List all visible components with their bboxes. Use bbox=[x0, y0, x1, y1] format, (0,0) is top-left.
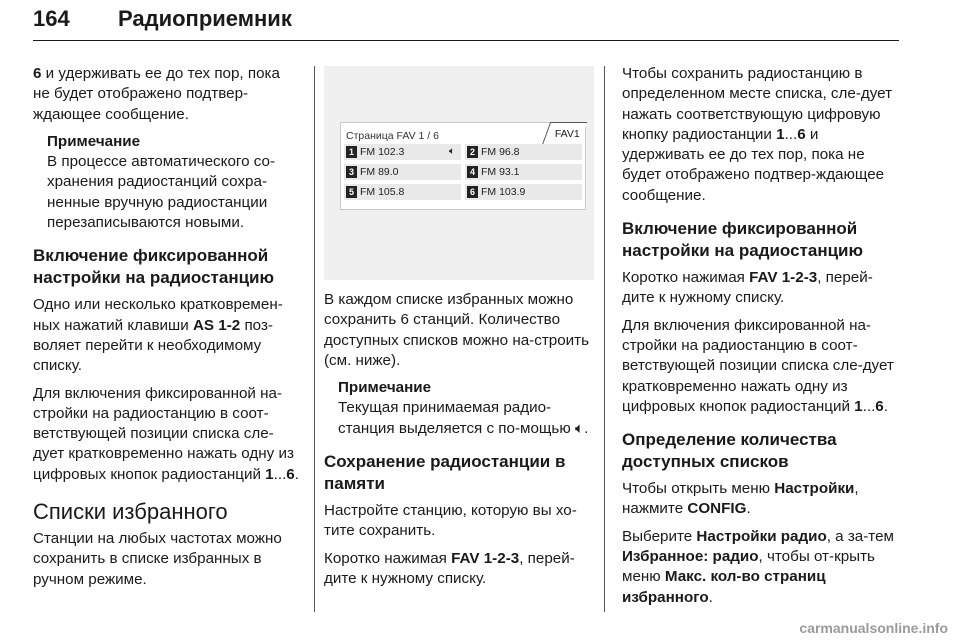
preset-number: 3 bbox=[346, 166, 357, 178]
preset-frequency: FM 93.1 bbox=[481, 166, 520, 178]
paragraph: Одно или несколько кратковремен-ных нажатий клавиши AS 1-2 поз-воляет перейти к необходимому списку. bbox=[33, 296, 283, 375]
preset-frequency: FM 102.3 bbox=[360, 146, 405, 158]
preset-number: 5 bbox=[346, 186, 357, 198]
paragraph: Коротко нажимая FAV 1-2-3, перей-дите к нужному списку. bbox=[622, 269, 873, 307]
note-title: Примечание bbox=[47, 132, 141, 150]
fav-tab: FAV1 bbox=[542, 122, 587, 145]
preset-button[interactable] bbox=[465, 164, 582, 180]
note-text: Текущая принимаемая радио-станция выделяется с по-мощью 🔈︎. bbox=[338, 399, 589, 437]
note-text: В процессе автоматического со-хранения радиостанций сохра-ненные вручную радиостанции перезаписываются новыми. bbox=[47, 153, 276, 232]
favourites-screen-figure bbox=[324, 66, 594, 280]
preset-number: 1 bbox=[346, 146, 357, 158]
footer-site-link[interactable]: carmanualsonline.info bbox=[799, 620, 948, 636]
preset-frequency: FM 89.0 bbox=[360, 166, 399, 178]
screen-title: Страница FAV 1 / 6 bbox=[346, 130, 439, 142]
section-heading: Сохранение радиостанции в памяти bbox=[324, 452, 566, 494]
paragraph: Выберите Настройки радио, а за-тем Избранное: радио, чтобы от-крыть меню Макс. кол-во страниц избранного. bbox=[622, 527, 894, 606]
paragraph: Чтобы открыть меню Настройки, нажмите CONFIG. bbox=[622, 480, 859, 518]
column-2 bbox=[324, 66, 596, 596]
paragraph: Настройте станцию, которую вы хо-тите сохранить. bbox=[324, 502, 577, 540]
column-divider-1 bbox=[314, 66, 315, 612]
section-heading: Определение количества доступных списков bbox=[622, 430, 837, 472]
paragraph: В каждом списке избранных можно сохранить 6 станций. Количество доступных списков можно на-строить (см. ниже). bbox=[324, 291, 590, 369]
page-number: 164 bbox=[33, 6, 70, 31]
header-rule bbox=[33, 40, 899, 41]
preset-number: 6 bbox=[467, 186, 478, 198]
column-1 bbox=[33, 64, 301, 597]
speaker-icon: 🔈︎ bbox=[574, 419, 585, 437]
intro-paragraph: 6 и удерживать ее до тех пор, пока не будет отображено подтвер-ждающее сообщение. bbox=[33, 65, 280, 123]
preset-button[interactable] bbox=[465, 184, 582, 200]
note-title: Примечание bbox=[338, 379, 432, 397]
preset-button[interactable] bbox=[344, 184, 461, 200]
column-3 bbox=[622, 64, 898, 615]
preset-number: 2 bbox=[467, 146, 478, 158]
note bbox=[33, 132, 301, 233]
preset-frequency: FM 103.9 bbox=[481, 186, 526, 198]
preset-button[interactable] bbox=[465, 144, 582, 160]
section-heading: Включение фиксированной настройки на радиостанцию bbox=[33, 246, 275, 288]
preset-frequency: FM 105.8 bbox=[360, 186, 405, 198]
chapter-heading: Списки избранного bbox=[33, 499, 228, 525]
paragraph: Станции на любых частотах можно сохранить в списке избранных в ручном режиме. bbox=[33, 530, 282, 588]
page-title: Радиоприемник bbox=[118, 6, 292, 31]
section-heading: Включение фиксированной настройки на радиостанцию bbox=[622, 219, 864, 261]
preset-button[interactable] bbox=[344, 164, 461, 180]
paragraph: Чтобы сохранить радиостанцию в определенном месте списка, сле-дует нажать соответствующую цифровую кнопку радиостанции 1...6 и удерживать ее до тех пор, пока не будет отображено подтвер-ждающее сообщение. bbox=[622, 65, 893, 204]
preset-button[interactable] bbox=[344, 144, 461, 160]
preset-frequency: FM 96.8 bbox=[481, 146, 520, 158]
preset-number: 4 bbox=[467, 166, 478, 178]
paragraph: Для включения фиксированной на-стройки на радиостанцию в соот-ветствующей позиции списка сле-дует кратковременно нажать одну из цифровых кнопок радиостанций 1...6. bbox=[622, 316, 894, 415]
paragraph: Коротко нажимая FAV 1-2-3, перей-дите к нужному списку. bbox=[324, 549, 575, 587]
paragraph: Для включения фиксированной на-стройки на радиостанцию в соот-ветствующей позиции списка сле-дует кратковременно нажать одну из цифровых кнопок радиостанций 1...6. bbox=[33, 384, 299, 483]
speaker-icon: 🔈︎ bbox=[449, 146, 455, 157]
column-divider-2 bbox=[604, 66, 605, 612]
radio-screen bbox=[340, 122, 586, 210]
note bbox=[324, 378, 596, 439]
